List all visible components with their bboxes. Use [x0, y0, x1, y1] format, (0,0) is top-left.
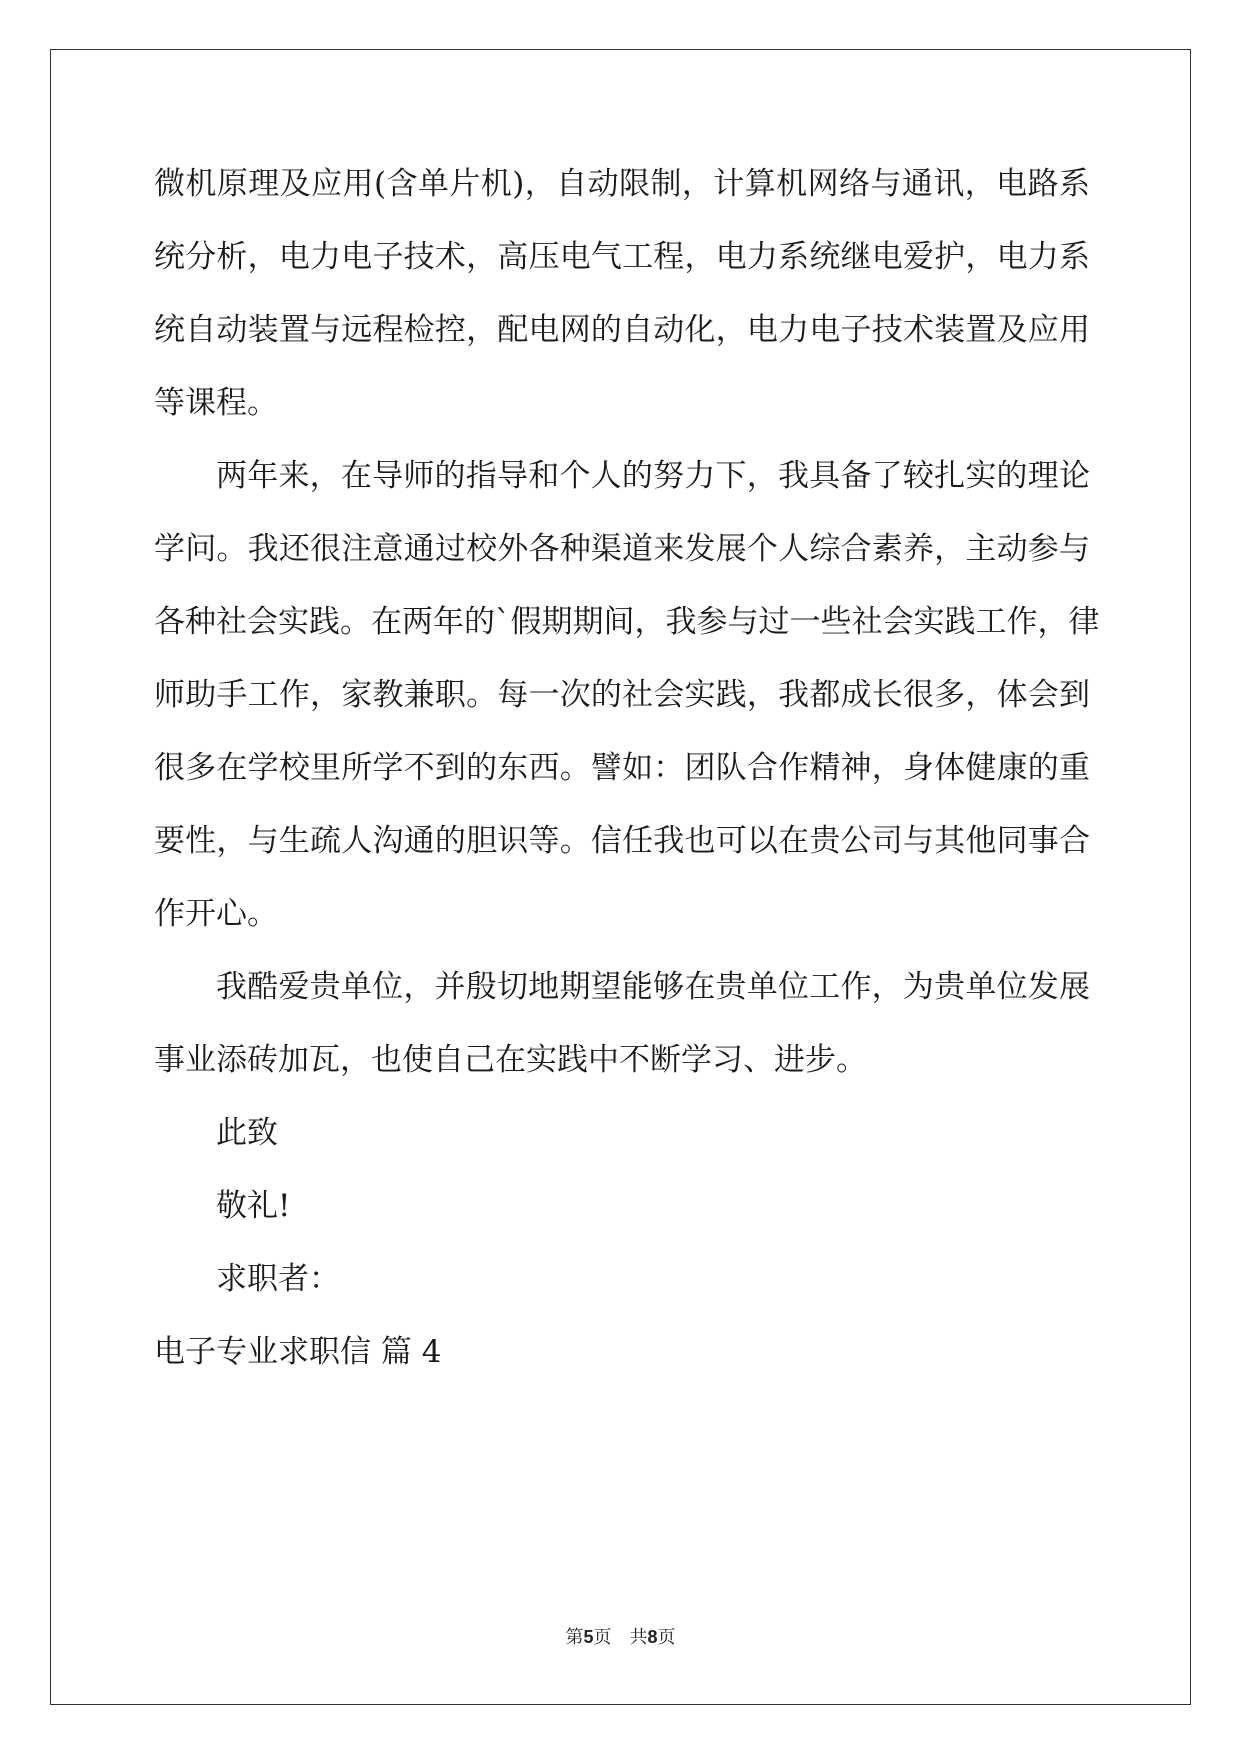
body-line: 很多在学校里所学不到的东西。譬如：团队合作精神，身体健康的重	[154, 750, 1090, 786]
footer-mid: 页 共	[593, 1627, 648, 1648]
total-pages-number: 8	[647, 1627, 658, 1647]
page-border	[50, 49, 1191, 1705]
footer-suffix: 页	[657, 1627, 676, 1648]
closing-salutation: 此致	[216, 1115, 278, 1151]
body-line: 统自动装置与远程检控，配电网的自动化，电力电子技术装置及应用	[154, 312, 1090, 348]
current-page-number: 5	[583, 1627, 594, 1647]
body-line: 事业添砖加瓦，也使自己在实践中不断学习、进步。	[154, 1042, 867, 1078]
body-line: 要性，与生疏人沟通的胆识等。信任我也可以在贵公司与其他同事合	[154, 823, 1090, 859]
footer-prefix: 第	[565, 1627, 584, 1648]
signature-label: 求职者：	[216, 1261, 340, 1297]
body-line: 微机原理及应用(含单片机)，自动限制，计算机网络与通讯，电路系	[154, 166, 1090, 202]
closing-regards: 敬礼!	[216, 1188, 291, 1224]
body-line: 等课程。	[154, 385, 278, 421]
body-line: 两年来，在导师的指导和个人的努力下，我具备了较扎实的理论	[216, 458, 1090, 494]
body-line: 作开心。	[154, 896, 278, 932]
body-line: 统分析，电力电子技术，高压电气工程，电力系统继电爱护，电力系	[154, 239, 1090, 275]
page-footer	[0, 1625, 1241, 1650]
body-line: 师助手工作，家教兼职。每一次的社会实践，我都成长很多，体会到	[154, 677, 1090, 713]
body-line: 我酷爱贵单位，并殷切地期望能够在贵单位工作，为贵单位发展	[216, 969, 1090, 1005]
section-heading: 电子专业求职信 篇 4	[154, 1334, 442, 1370]
body-line: 各种社会实践。在两年的`假期期间，我参与过一些社会实践工作，律	[154, 604, 1100, 640]
body-line: 学问。我还很注意通过校外各种渠道来发展个人综合素养，主动参与	[154, 531, 1090, 567]
